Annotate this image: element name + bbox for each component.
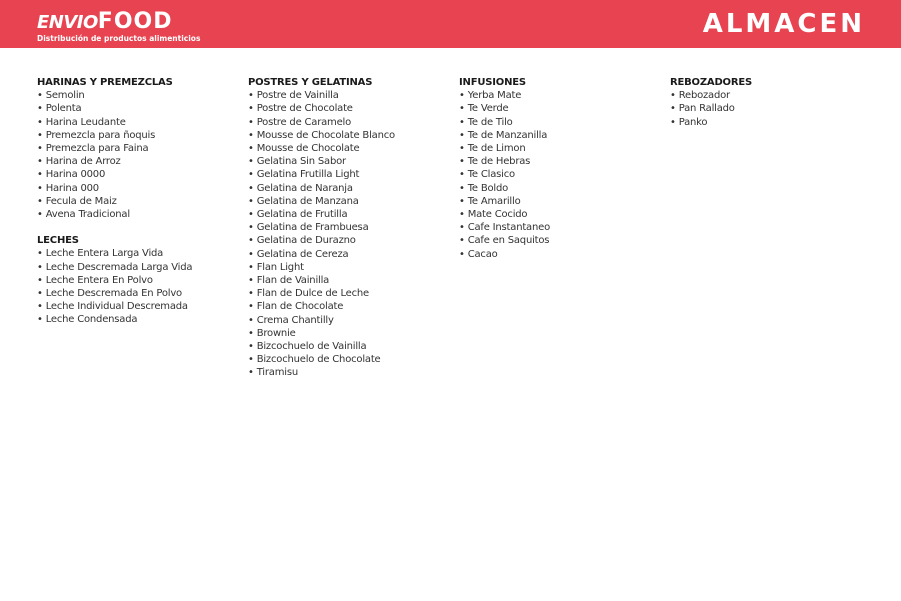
product-item: • Cafe Instantaneo xyxy=(459,221,664,234)
logo-word-envio: ENVIO xyxy=(37,12,98,33)
category-section xyxy=(459,76,664,261)
product-item: • Gelatina de Cereza xyxy=(248,248,453,261)
product-item: • Flan de Dulce de Leche xyxy=(248,287,453,300)
product-item: • Flan de Chocolate xyxy=(248,300,453,313)
product-item: • Bizcochuelo de Chocolate xyxy=(248,353,453,366)
product-item: • Te de Tilo xyxy=(459,116,664,129)
product-item: • Te Verde xyxy=(459,102,664,115)
product-item: • Cacao xyxy=(459,248,664,261)
product-item: • Te Clasico xyxy=(459,168,664,181)
brand-logo[interactable] xyxy=(37,11,200,44)
product-item: • Polenta xyxy=(37,102,242,115)
product-item: • Gelatina de Frutilla xyxy=(248,208,453,221)
category-title: INFUSIONES xyxy=(459,77,526,88)
product-item: • Gelatina Sin Sabor xyxy=(248,155,453,168)
product-item: • Te de Manzanilla xyxy=(459,129,664,142)
category-section xyxy=(670,76,875,129)
product-item: • Harina Leudante xyxy=(37,116,242,129)
product-item: • Harina 000 xyxy=(37,182,242,195)
product-item: • Premezcla para Faina xyxy=(37,142,242,155)
column-1 xyxy=(37,76,242,340)
logo-word-food: FOOD xyxy=(97,9,173,34)
category-title: LECHES xyxy=(37,235,79,247)
header-bar xyxy=(0,0,901,48)
product-item: • Flan de Vainilla xyxy=(248,274,453,287)
product-item: • Crema Chantilly xyxy=(248,314,453,327)
product-item: • Fecula de Maiz xyxy=(37,195,242,208)
logo-tagline: Distribución de productos alimenticios xyxy=(37,34,201,43)
logo-wordmark xyxy=(37,11,200,33)
product-item: • Brownie xyxy=(248,327,453,340)
product-item: • Gelatina de Naranja xyxy=(248,182,453,195)
product-item: • Te de Hebras xyxy=(459,155,664,168)
product-item: • Tiramisu xyxy=(248,366,453,379)
product-item: • Panko xyxy=(670,116,875,129)
product-item: • Leche Descremada En Polvo xyxy=(37,287,242,300)
product-item: • Te de Limon xyxy=(459,142,664,155)
product-item: • Bizcochuelo de Vainilla xyxy=(248,340,453,353)
category-title: POSTRES Y GELATINAS xyxy=(248,77,373,88)
category-title: REBOZADORES xyxy=(670,77,752,88)
page-title: ALMACEN xyxy=(702,9,865,39)
product-item: • Postre de Chocolate xyxy=(248,102,453,115)
product-item: • Mousse de Chocolate xyxy=(248,142,453,155)
product-item: • Te Amarillo xyxy=(459,195,664,208)
product-item: • Harina 0000 xyxy=(37,168,242,181)
product-item: • Pan Rallado xyxy=(670,102,875,115)
product-item: • Mate Cocido xyxy=(459,208,664,221)
product-item: • Semolin xyxy=(37,89,242,102)
product-item: • Te Boldo xyxy=(459,182,664,195)
product-item: • Harina de Arroz xyxy=(37,155,242,168)
product-item: • Leche Descremada Larga Vida xyxy=(37,261,242,274)
product-item: • Leche Entera En Polvo xyxy=(37,274,242,287)
column-2 xyxy=(248,76,453,393)
category-title: HARINAS Y PREMEZCLAS xyxy=(37,77,173,88)
product-item: • Avena Tradicional xyxy=(37,208,242,221)
product-item: • Mousse de Chocolate Blanco xyxy=(248,129,453,142)
product-item: • Postre de Vainilla xyxy=(248,89,453,102)
product-item: • Premezcla para ñoquis xyxy=(37,129,242,142)
product-item: • Cafe en Saquitos xyxy=(459,234,664,247)
product-item: • Leche Entera Larga Vida xyxy=(37,247,242,260)
category-section xyxy=(37,76,242,221)
product-item: • Gelatina de Durazno xyxy=(248,234,453,247)
category-section xyxy=(248,76,453,380)
product-item: • Gelatina Frutilla Light xyxy=(248,168,453,181)
product-item: • Yerba Mate xyxy=(459,89,664,102)
category-section xyxy=(37,234,242,326)
product-item: • Leche Condensada xyxy=(37,313,242,326)
column-4 xyxy=(670,76,875,142)
product-item: • Flan Light xyxy=(248,261,453,274)
product-item: • Gelatina de Frambuesa xyxy=(248,221,453,234)
product-item: • Leche Individual Descremada xyxy=(37,300,242,313)
product-item: • Rebozador xyxy=(670,89,875,102)
product-item: • Postre de Caramelo xyxy=(248,116,453,129)
product-item: • Gelatina de Manzana xyxy=(248,195,453,208)
column-3 xyxy=(459,76,664,274)
